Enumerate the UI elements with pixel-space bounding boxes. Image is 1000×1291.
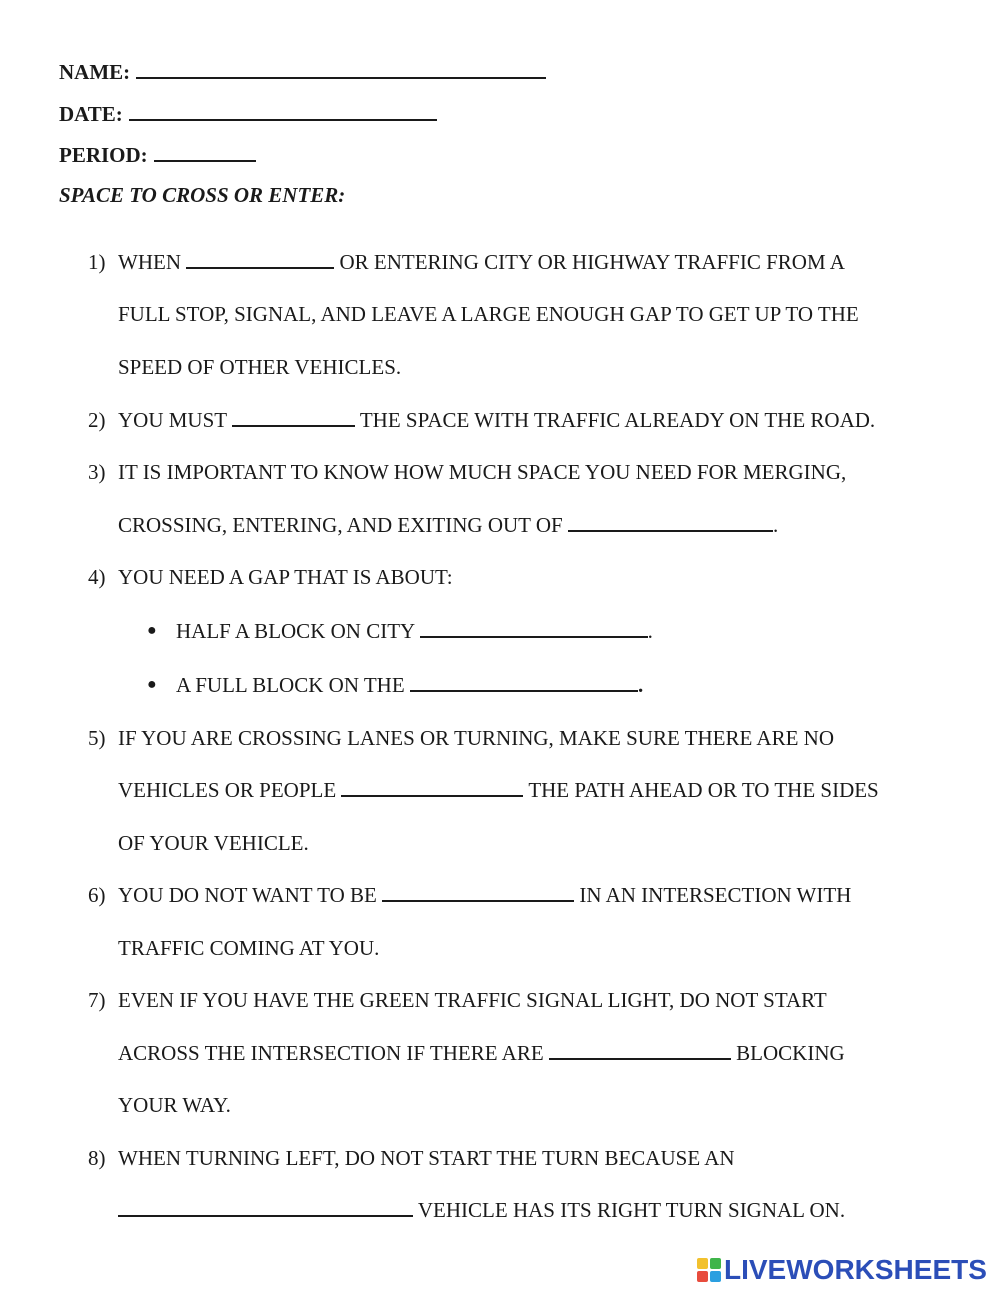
answer-blank[interactable] bbox=[549, 1042, 731, 1060]
name-label: NAME: bbox=[59, 60, 131, 84]
question-number: 5) bbox=[88, 726, 106, 750]
answer-blank[interactable] bbox=[410, 674, 638, 692]
question-number: 7) bbox=[88, 988, 106, 1012]
liveworksheets-logo bbox=[697, 1254, 987, 1286]
name-input-line[interactable] bbox=[136, 63, 546, 79]
question-line: YOU NEED A GAP THAT IS ABOUT: bbox=[118, 565, 453, 589]
question-line: WHEN TURNING LEFT, DO NOT START THE TURN BECAUSE AN bbox=[118, 1146, 735, 1170]
question-line: YOUR WAY. bbox=[118, 1093, 231, 1117]
question-number: 8) bbox=[88, 1146, 106, 1170]
question-number: 2) bbox=[88, 408, 106, 432]
question-line: CROSSING, ENTERING, AND EXITING OUT OF . bbox=[118, 513, 779, 537]
question-number: 6) bbox=[88, 883, 106, 907]
question-line: YOU MUST THE SPACE WITH TRAFFIC ALREADY ON THE ROAD. bbox=[118, 408, 876, 432]
question-number: 1) bbox=[88, 250, 106, 274]
answer-blank[interactable] bbox=[341, 779, 523, 797]
period-field-row bbox=[59, 143, 256, 168]
question-number: 3) bbox=[88, 460, 106, 484]
question-line: ACROSS THE INTERSECTION IF THERE ARE BLOCKING bbox=[118, 1041, 845, 1065]
logo-squares-icon bbox=[697, 1258, 721, 1282]
answer-blank[interactable] bbox=[118, 1199, 413, 1217]
answer-blank[interactable] bbox=[232, 409, 355, 427]
answer-blank[interactable] bbox=[382, 884, 574, 902]
date-field-row bbox=[59, 102, 437, 127]
bullet-icon: ● bbox=[147, 622, 157, 639]
question-line: VEHICLES OR PEOPLE THE PATH AHEAD OR TO THE SIDES bbox=[118, 778, 879, 802]
date-input-line[interactable] bbox=[129, 105, 437, 121]
question-line: WHEN OR ENTERING CITY OR HIGHWAY TRAFFIC FROM A bbox=[118, 250, 845, 274]
answer-blank[interactable] bbox=[420, 620, 648, 638]
bullet-line: A FULL BLOCK ON THE . bbox=[176, 673, 644, 697]
question-line: IT IS IMPORTANT TO KNOW HOW MUCH SPACE YOU NEED FOR MERGING, bbox=[118, 460, 847, 484]
worksheet-subtitle: SPACE TO CROSS OR ENTER: bbox=[59, 183, 346, 207]
bullet-icon: ● bbox=[147, 676, 157, 693]
period-label: PERIOD: bbox=[59, 143, 148, 167]
question-line: TRAFFIC COMING AT YOU. bbox=[118, 936, 380, 960]
question-number: 4) bbox=[88, 565, 106, 589]
bullet-line: HALF A BLOCK ON CITY . bbox=[176, 619, 653, 643]
answer-blank[interactable] bbox=[186, 251, 334, 269]
question-line: VEHICLE HAS ITS RIGHT TURN SIGNAL ON. bbox=[118, 1198, 845, 1223]
question-line: IF YOU ARE CROSSING LANES OR TURNING, MAKE SURE THERE ARE NO bbox=[118, 726, 834, 750]
question-line: EVEN IF YOU HAVE THE GREEN TRAFFIC SIGNAL LIGHT, DO NOT START bbox=[118, 988, 827, 1012]
period-input-line[interactable] bbox=[154, 146, 256, 162]
logo-text: LIVEWORKSHEETS bbox=[724, 1254, 987, 1285]
question-line: FULL STOP, SIGNAL, AND LEAVE A LARGE ENOUGH GAP TO GET UP TO THE bbox=[118, 302, 859, 326]
date-label: DATE: bbox=[59, 102, 123, 126]
question-line: YOU DO NOT WANT TO BE IN AN INTERSECTION WITH bbox=[118, 883, 852, 907]
name-field-row bbox=[59, 60, 546, 85]
question-line: SPEED OF OTHER VEHICLES. bbox=[118, 355, 402, 379]
answer-blank[interactable] bbox=[568, 514, 773, 532]
question-line: OF YOUR VEHICLE. bbox=[118, 831, 309, 855]
